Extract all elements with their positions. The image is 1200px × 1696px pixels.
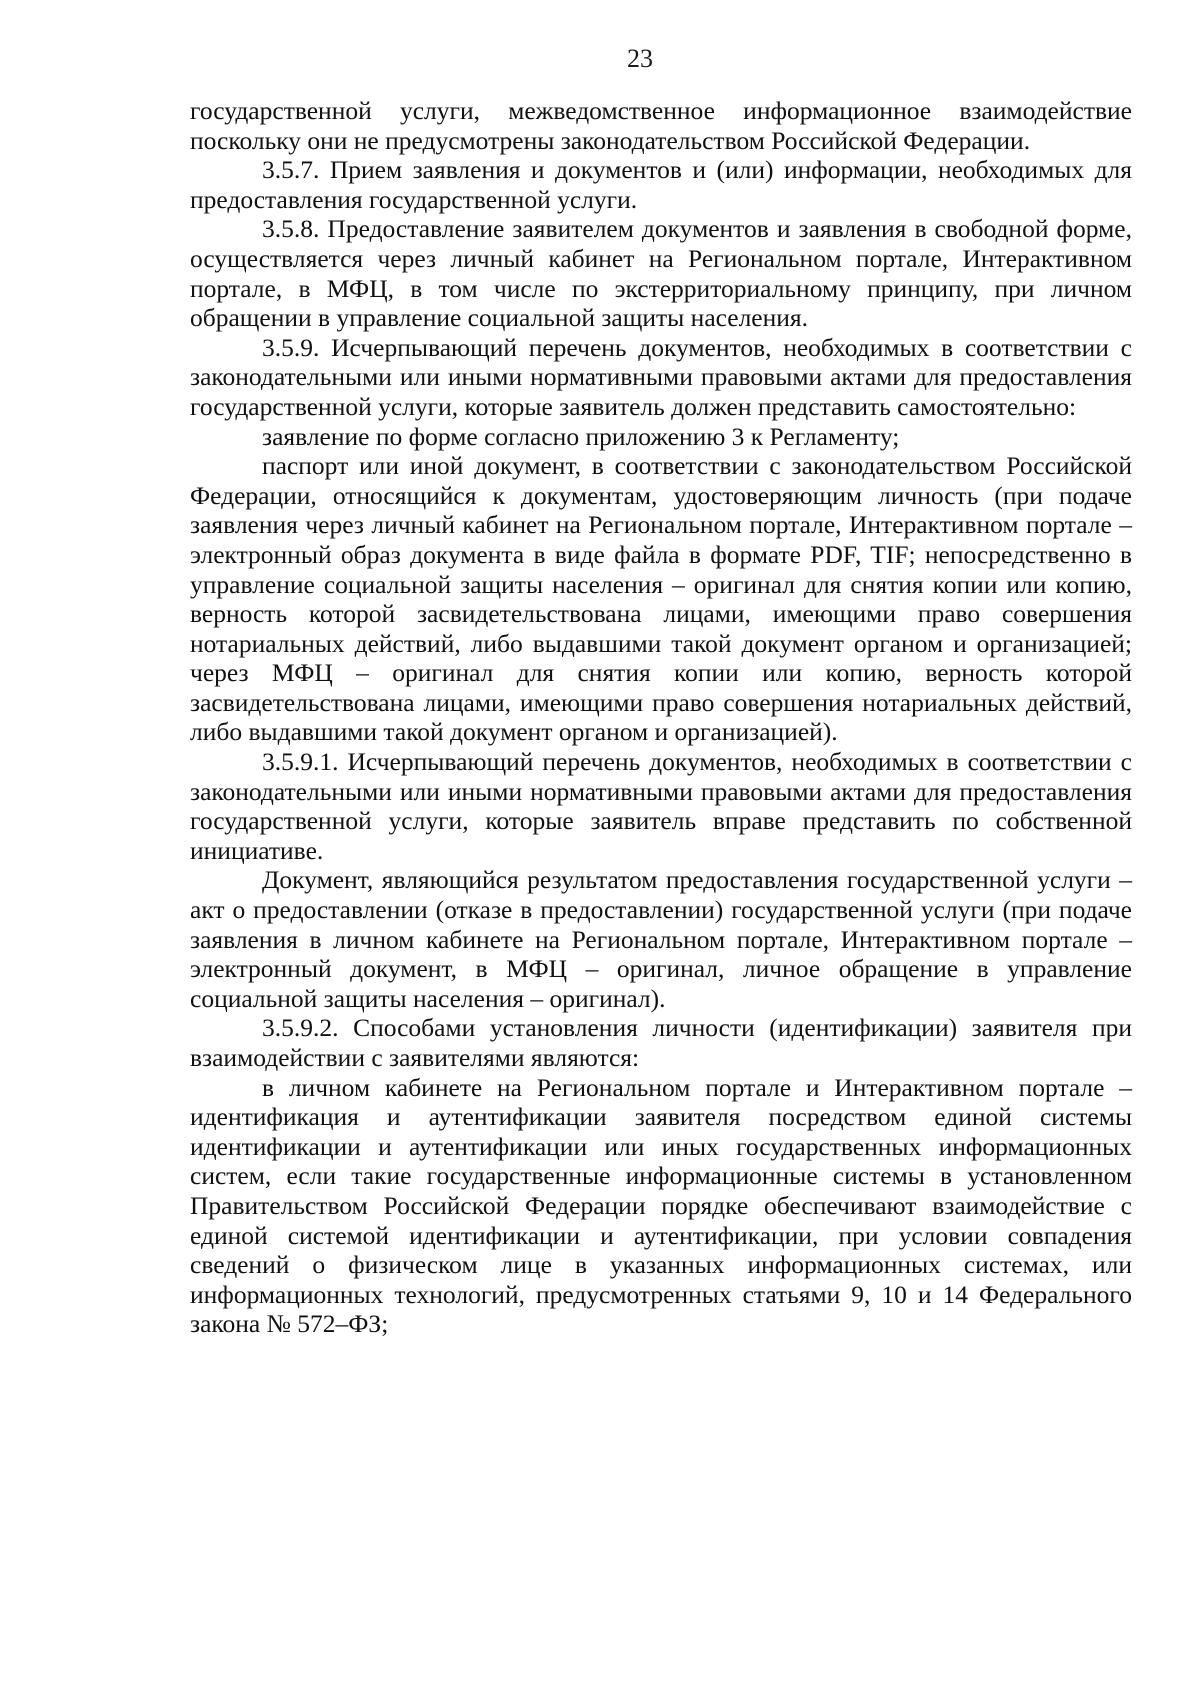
paragraph-application-form: заявление по форме согласно приложению 3 к Регламенту; (262, 421, 900, 451)
paragraph-3-5-9-1: 3.5.9.1. Исчерпывающий перечень документов, необходимых в соответствии с законодательными или иными нормативными правовыми актами для предоставления государственной услуги, которые заявитель вправе представить по собственной инициативе. (190, 747, 1132, 865)
paragraph-passport: паспорт или иной документ, в соответствии с законодательством Российской Федерации, относящийся к документам, удостоверяющим личность (при подаче заявления через личный кабинет на Региональном портале, Интерактивном портале – электронный образ документа в виде файла в формате PDF, TIF; непосредственно в управление социальной защиты населения – оригинал для снятия копии или копию, верность которой засвидетельствована лицами, имеющими право совершения нотариальных действий, либо выдавшими такой документ органом и организацией; через МФЦ – оригинал для снятия копии или копию, верность которой засвидетельствована лицами, имеющими право совершения нотариальных действий, либо выдавшими такой документ органом и организацией). (190, 451, 1132, 747)
paragraph-3-5-9: 3.5.9. Исчерпывающий перечень документов, необходимых в соответствии с законодательными или иными нормативными правовыми актами для предоставления государственной услуги, которые заявитель должен представить самостоятельно: (190, 332, 1132, 421)
paragraph-continuation: государственной услуги, межведомственное информационное взаимодействие поскольку они не предусмотрены законодательством Российской Федерации. (190, 96, 1132, 155)
paragraph-3-5-7: 3.5.7. Прием заявления и документов и (или) информации, необходимых для предоставления государственной услуги. (190, 155, 1132, 214)
document-body (190, 96, 1132, 1339)
paragraph-result-document: Документ, являющийся результатом предоставления государственной услуги – акт о предоставлении (отказе в предоставлении) государственной услуги (при подаче заявления в личном кабинете на Региональном портале, Интерактивном портале – электронный документ, в МФЦ – оригинал, личное обращение в управление социальной защиты населения – оригинал). (190, 865, 1132, 1013)
paragraph-3-5-9-2: 3.5.9.2. Способами установления личности (идентификации) заявителя при взаимодействии с заявителями являются: (190, 1013, 1132, 1072)
page-number: 23 (627, 44, 653, 73)
paragraph-3-5-8: 3.5.8. Предоставление заявителем документов и заявления в свободной форме, осуществляется через личный кабинет на Региональном портале, Интерактивном портале, в МФЦ, в том числе по экстерриториальному принципу, при личном обращении в управление социальной защиты населения. (190, 214, 1132, 333)
paragraph-identification: в личном кабинете на Региональном портале и Интерактивном портале – идентификация и аутентификации заявителя посредством единой системы идентификации и аутентификации или иных государственных информационных систем, если такие государственные информационные системы в установленном Правительством Российской Федерации порядке обеспечивают взаимодействие с единой системой идентификации и аутентификации, при условии совпадения сведений о физическом лице в указанных информационных системах, или информационных технологий, предусмотренных статьями 9, 10 и 14 Федерального закона № 572–ФЗ; (190, 1072, 1132, 1339)
